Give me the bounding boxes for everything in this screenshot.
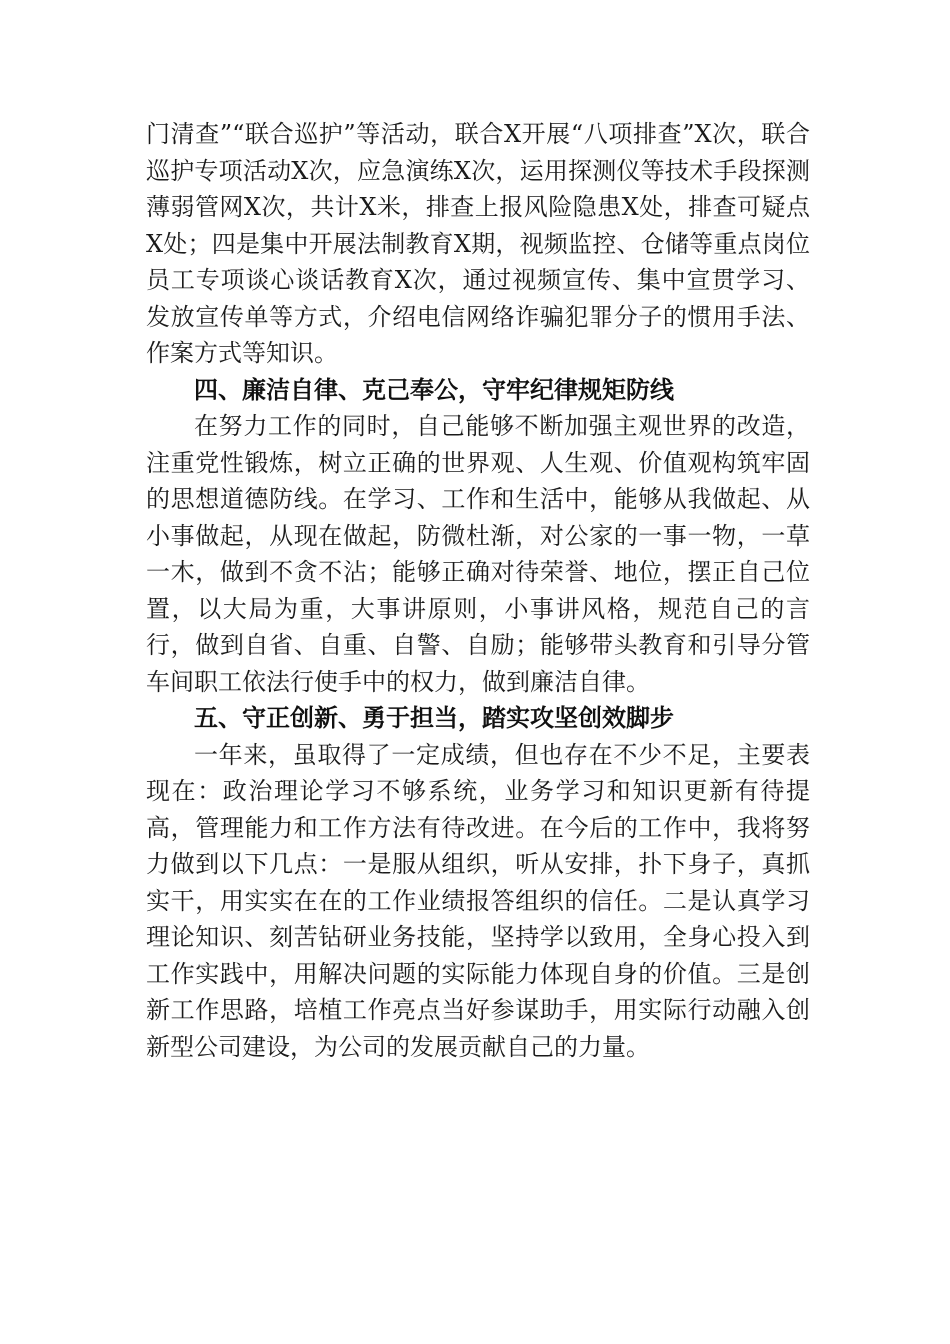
section-5-heading: 五、守正创新、勇于担当，踏实攻坚创效脚步 (194, 704, 674, 732)
section-4-heading: 四、廉洁自律、克己奉公，守牢纪律规矩防线 (194, 375, 674, 404)
document-body (146, 116, 810, 1065)
continuation-paragraph: 门清查”“联合巡护”等活动，联合X开展“八项排查”X次，联合巡护专项活动X次，应急演练X次，运用探测仪等技术手段探测薄弱管网X次，共计X米，排查上报风险隐患X处，排查可疑点X处；四是集中开展法制教育X期，视频监控、仓储等重点岗位员工专项谈心谈话教育X次，通过视频宣传、集中宣贯学习、发放宣传单等方式，介绍电信网络诈骗犯罪分子的惯用手法、作案方式等知识。 (146, 120, 810, 367)
section-4-paragraph: 在努力工作的同时，自己能够不断加强主观世界的改造，注重党性锻炼，树立正确的世界观、人生观、价值观构筑牢固的思想道德防线。在学习、工作和生活中，能够从我做起、从小事做起，从现在做起，防微杜渐，对公家的一事一物，一草一木，做到不贪不沾；能够正确对待荣誉、地位，摆正自己位置，以大局为重，大事讲原则，小事讲风格，规范自己的言行，做到自省、自重、自警、自励；能够带头教育和引导分管车间职工依法行使手中的权力，做到廉洁自律。 (146, 412, 810, 696)
section-5-paragraph: 一年来，虽取得了一定成绩，但也存在不少不足，主要表现在：政治理论学习不够系统，业务学习和知识更新有待提高，管理能力和工作方法有待改进。在今后的工作中，我将努力做到以下几点：一是服从组织，听从安排，扑下身子，真抓实干，用实实在在的工作业绩报答组织的信任。二是认真学习理论知识、刻苦钻研业务技能，坚持学以致用，全身心投入到工作实践中，用解决问题的实际能力体现自身的价值。三是创新工作思路，培植工作亮点当好参谋助手，用实际行动融入创新型公司建设，为公司的发展贡献自己的力量。 (146, 740, 810, 1061)
